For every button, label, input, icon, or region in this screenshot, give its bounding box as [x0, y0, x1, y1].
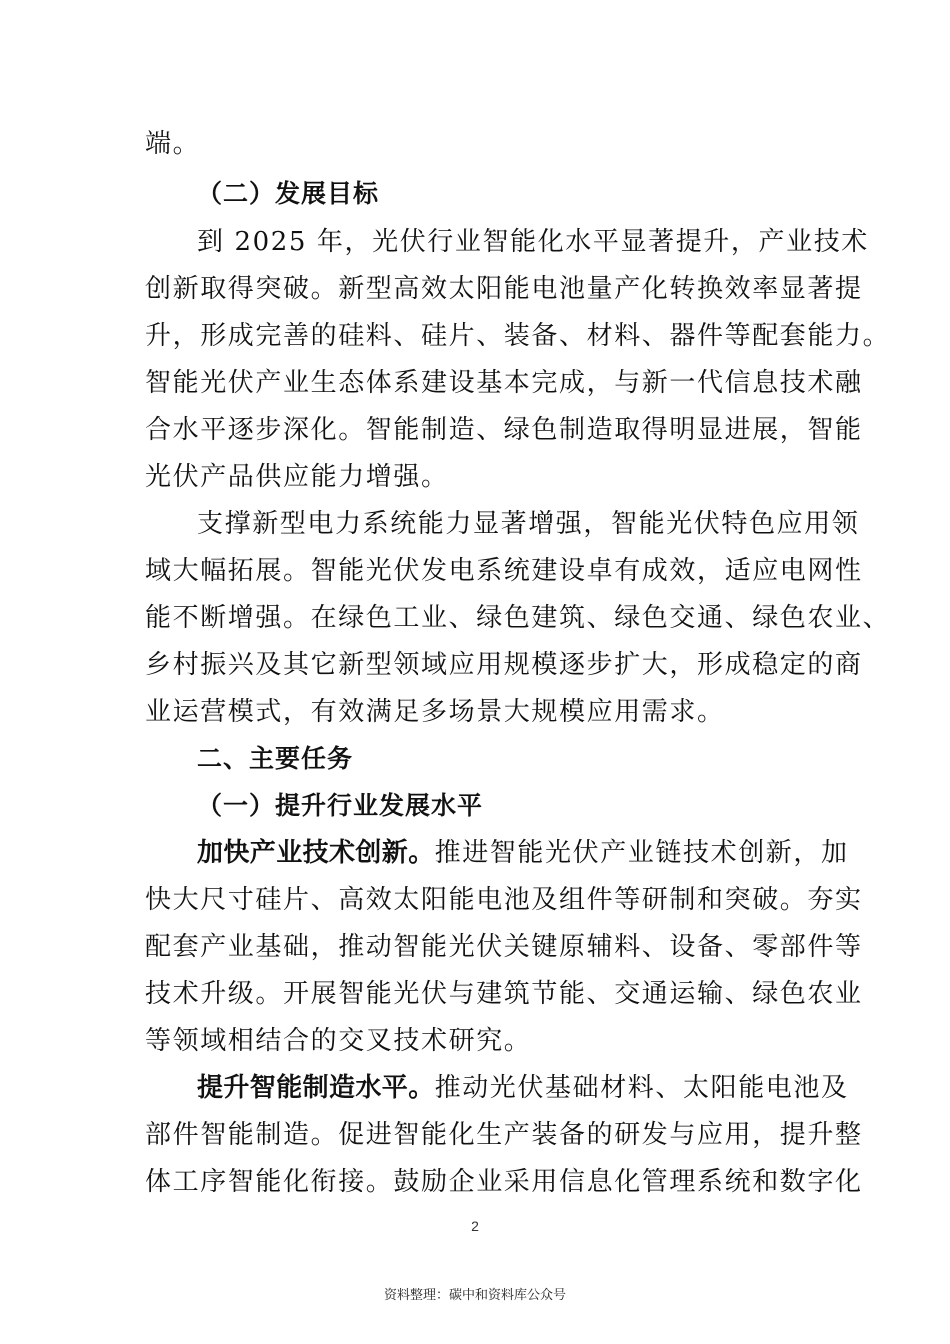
body-text-line — [197, 1070, 862, 1106]
body-text-line: 部件智能制造。促进智能化生产装备的研发与应用，提升整 — [145, 1120, 863, 1150]
footer-source-note: 资料整理：碳中和资料库公众号 — [383, 1288, 566, 1303]
body-text-line: 乡村振兴及其它新型领域应用规模逐步扩大，形成稳定的商 — [145, 650, 863, 680]
body-text-span: 推动光伏基础材料、太阳能电池及 — [434, 1073, 849, 1103]
subsection-heading-industry-level: （一）提升行业发展水平 — [197, 791, 484, 820]
paragraph-lead-tech-innovation: 加快产业技术创新。 — [197, 838, 435, 868]
body-text-line — [197, 835, 862, 871]
body-text-line: 升，形成完善的硅料、硅片、装备、材料、器件等配套能力。 — [145, 321, 891, 351]
body-text-line: 配套产业基础，推动智能光伏关键原辅料、设备、零部件等 — [145, 932, 863, 962]
body-text-line: 能不断增强。在绿色工业、绿色建筑、绿色交通、绿色农业、 — [145, 603, 891, 633]
page-number: 2 — [471, 1218, 479, 1234]
section-heading-goals: （二）发展目标 — [197, 179, 380, 208]
body-text-line: 体工序智能化衔接。鼓励企业采用信息化管理系统和数字化 — [145, 1167, 863, 1197]
body-text-line: 等领域相结合的交叉技术研究。 — [145, 1026, 532, 1056]
paragraph-lead-smart-manufacturing: 提升智能制造水平。 — [197, 1073, 435, 1103]
body-text-line: 快大尺寸硅片、高效太阳能电池及组件等研制和突破。夯实 — [145, 885, 863, 915]
body-text-line: 光伏产品供应能力增强。 — [145, 462, 449, 492]
body-text-line: 业运营模式，有效满足多场景大规模应用需求。 — [145, 697, 725, 727]
body-text-line: 合水平逐步深化。智能制造、绿色制造取得明显进展，智能 — [145, 415, 863, 445]
body-text-line: 创新取得突破。新型高效太阳能电池量产化转换效率显著提 — [145, 274, 863, 304]
section-heading-main-tasks: 二、主要任务 — [197, 744, 354, 773]
body-text-line: 技术升级。开展智能光伏与建筑节能、交通运输、绿色农业 — [145, 979, 863, 1009]
body-text-line: 支撑新型电力系统能力显著增强，智能光伏特色应用领 — [197, 509, 860, 539]
body-text-line: 到 2025 年，光伏行业智能化水平显著提升，产业技术 — [197, 227, 869, 257]
body-text-line: 域大幅拓展。智能光伏发电系统建设卓有成效，适应电网性 — [145, 556, 863, 586]
body-text-line: 端。 — [145, 129, 201, 159]
body-text-line: 智能光伏产业生态体系建设基本完成，与新一代信息技术融 — [145, 368, 863, 398]
body-text-span: 推进智能光伏产业链技术创新，加 — [434, 838, 849, 868]
